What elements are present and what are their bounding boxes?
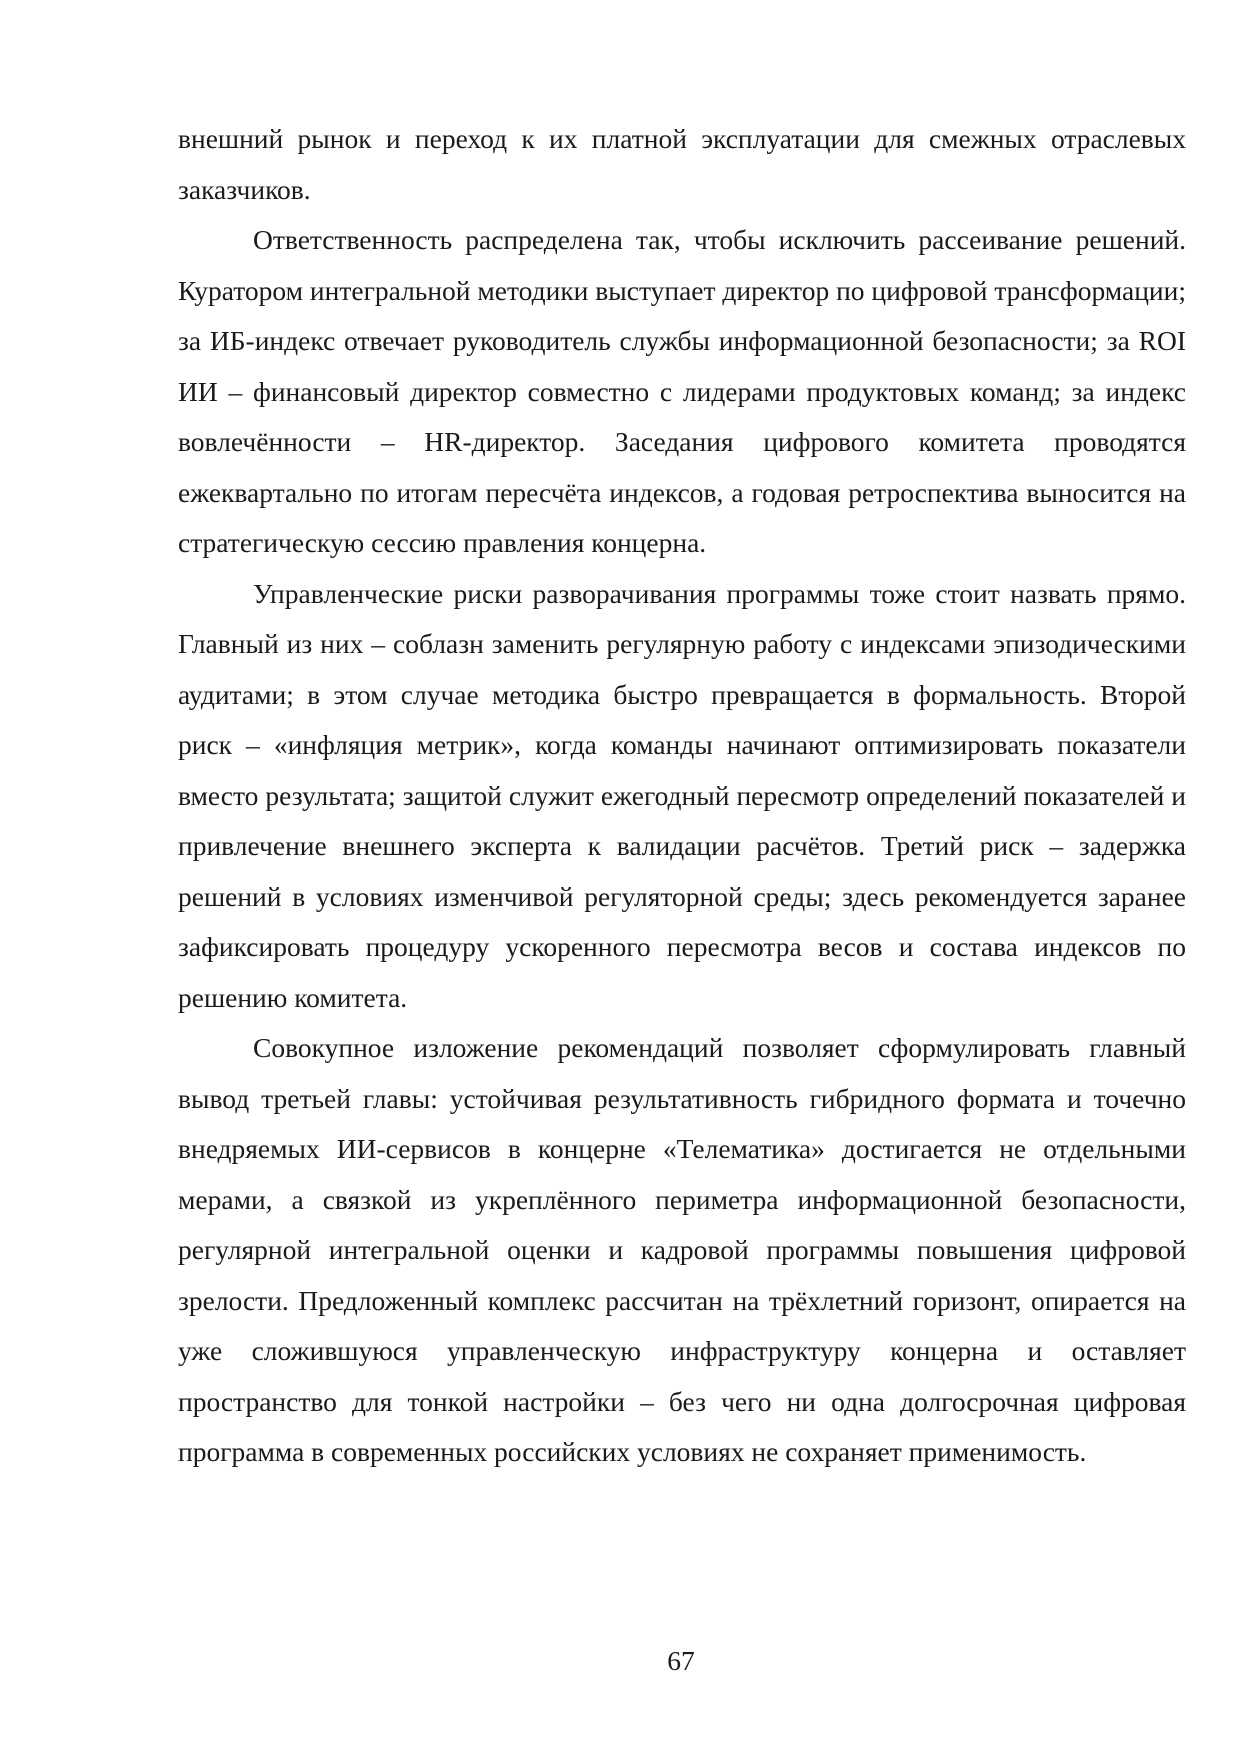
paragraph-risks: Управленческие риски разворачивания программы тоже стоит назвать прямо. Главный из них – соблазн заменить регулярную работу с индексами эпизодическими аудитами; в этом случае методика быстро превращается в формальность. Второй риск – «инфляция метрик», когда команды начинают оптимизировать показатели вместо результата; защитой служит ежегодный пересмотр определений показателей и привлечение внешнего эксперта к валидации расчётов. Третий риск – задержка решений в условиях изменчивой регуляторной среды; здесь рекомендуется заранее зафиксировать процедуру ускоренного пересмотра весов и состава индексов по решению комитета. <box>178 577 1186 1013</box>
paragraph-responsibility: Ответственность распределена так, чтобы исключить рассеивание решений. Куратором интегральной методики выступает директор по цифровой трансформации; за ИБ-индекс отвечает руководитель службы информационной безопасности; за ROI ИИ – финансовый директор совместно с лидерами продуктовых команд; за индекс вовлечённости – HR-директор. Заседания цифрового комитета проводятся ежеквартально по итогам пересчёта индексов, а годовая ретроспектива выносится на стратегическую сессию правления концерна. <box>178 224 1186 558</box>
body-text <box>178 114 1186 1478</box>
paragraph-conclusion: Совокупное изложение рекомендаций позволяет сформулировать главный вывод третьей главы: устойчивая результативность гибридного формата и точечно внедряемых ИИ-сервисов в концерне «Телематика» достигается не отдельными мерами, а связкой из укреплённого периметра информационной безопасности, регулярной интегральной оценки и кадровой программы повышения цифровой зрелости. Предложенный комплекс рассчитан на трёхлетний горизонт, опирается на уже сложившуюся управленческую инфраструктуру концерна и оставляет пространство для тонкой настройки – без чего ни одна долгосрочная цифровая программа в современных российских условиях не сохраняет применимость. <box>178 1032 1186 1467</box>
paragraph-continuation: внешний рынок и переход к их платной эксплуатации для смежных отраслевых заказчиков. <box>178 123 1186 205</box>
page-number: 67 <box>667 1645 695 1676</box>
